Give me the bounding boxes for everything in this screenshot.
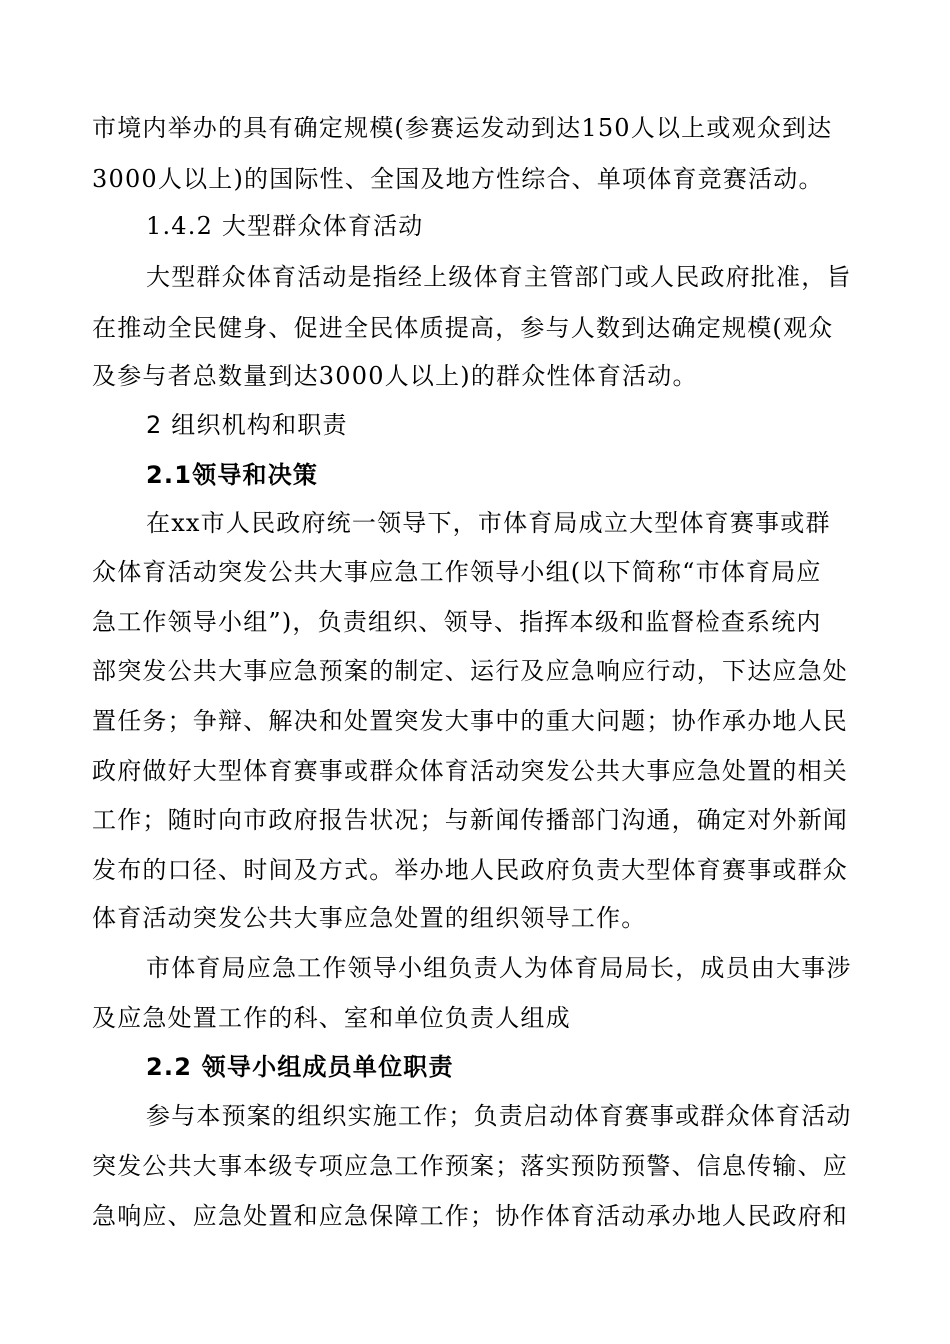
paragraph-line: 及应急处置工作的科、室和单位负责人组成 (92, 1004, 571, 1032)
paragraph-line: 参与本预案的组织实施工作；负责启动体育赛事或群众体育活动 (146, 1102, 852, 1130)
paragraph-line: 工作；随时向市政府报告状况；与新闻传播部门沟通，确定对外新闻 (92, 806, 848, 834)
section-heading-2-2: 2.2 领导小组成员单位职责 (146, 1053, 454, 1081)
paragraph-line: 大型群众体育活动是指经上级体育主管部门或人民政府批准，旨 (146, 263, 852, 291)
paragraph-line: 市境内举办的具有确定规模(参赛运发动到达150人以上或观众到达 (92, 114, 833, 142)
paragraph-line: 及参与者总数量到达3000人以上)的群众性体育活动。 (92, 362, 698, 390)
paragraph-line: 市体育局应急工作领导小组负责人为体育局局长，成员由大事涉 (146, 954, 852, 982)
paragraph-line: 在推动全民健身、促进全民体质提高，参与人数到达确定规模(观众 (92, 314, 834, 342)
paragraph-line: 3000人以上)的国际性、全国及地方性综合、单项体育竞赛活动。 (92, 165, 824, 193)
section-heading-1-4-2: 1.4.2 大型群众体育活动 (146, 212, 424, 240)
paragraph-line: 置任务；争辩、解决和处置突发大事中的重大问题；协作承办地人民 (92, 707, 848, 735)
section-heading-2: 2 组织机构和职责 (146, 411, 348, 439)
paragraph-line: 体育活动突发公共大事应急处置的组织领导工作。 (92, 904, 647, 932)
paragraph-line: 发布的口径、时间及方式。举办地人民政府负责大型体育赛事或群众 (92, 856, 848, 884)
paragraph-line: 政府做好大型体育赛事或群众体育活动突发公共大事应急处置的相关 (92, 757, 848, 785)
paragraph-line: 急工作领导小组”)，负责组织、领导、指挥本级和监督检查系统内 (92, 608, 822, 636)
paragraph-line: 突发公共大事本级专项应急工作预案；落实预防预警、信息传输、应 (92, 1152, 848, 1180)
paragraph-line: 在xx市人民政府统一领导下，市体育局成立大型体育赛事或群 (146, 509, 831, 537)
paragraph-line: 众体育活动突发公共大事应急工作领导小组(以下简称“市体育局应 (92, 558, 822, 586)
paragraph-line: 急响应、应急处置和应急保障工作；协作体育活动承办地人民政府和 (92, 1202, 848, 1230)
paragraph-line: 部突发公共大事应急预案的制定、运行及应急响应行动，下达应急处 (92, 657, 848, 685)
section-heading-2-1: 2.1领导和决策 (146, 461, 319, 489)
